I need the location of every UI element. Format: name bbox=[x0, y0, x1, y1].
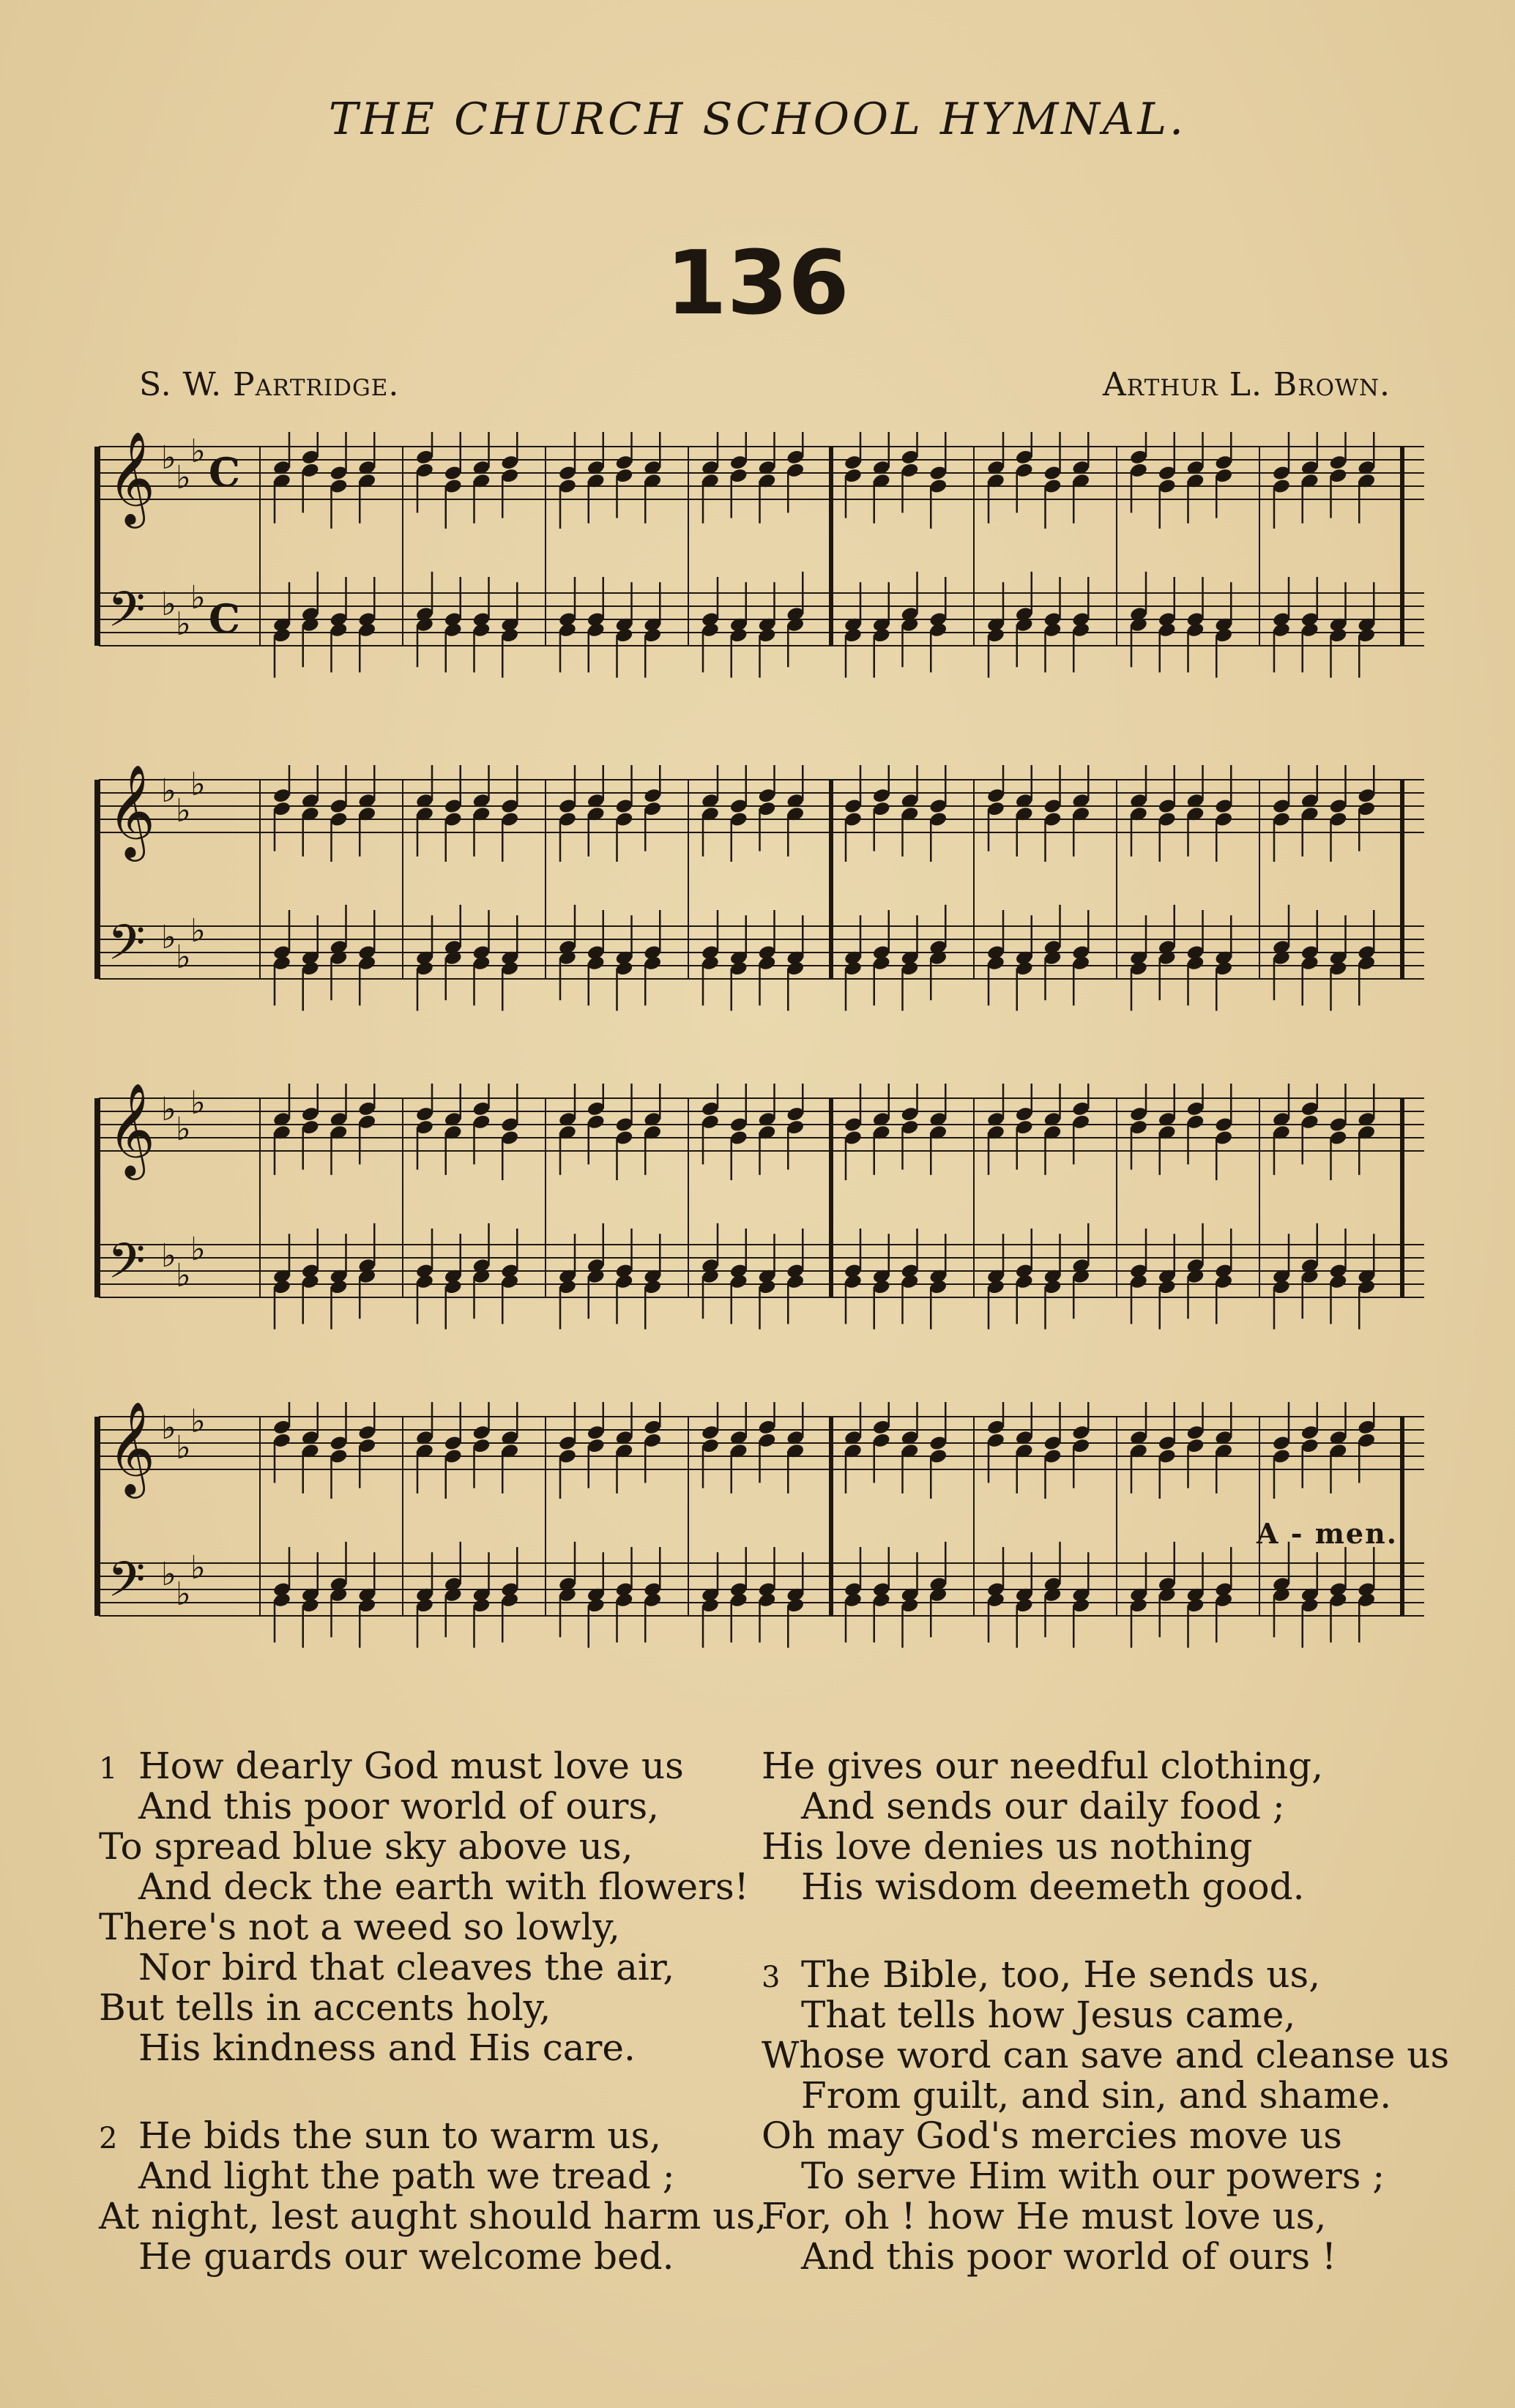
verse-line: 1 How dearly God must love us bbox=[99, 1746, 767, 1786]
treble-clef-icon: 𝄞 bbox=[108, 1084, 156, 1176]
flat-icon: ♭ bbox=[161, 1091, 176, 1128]
verse-line: At night, lest aught should harm us, bbox=[99, 2195, 767, 2237]
flat-icon: ♭ bbox=[190, 1231, 206, 1268]
flat-icon: ♭ bbox=[161, 919, 176, 956]
verse-number: 3 bbox=[762, 1961, 781, 1994]
amen-lyric: A - men. bbox=[1257, 1517, 1398, 1550]
system-bracket bbox=[94, 1417, 100, 1616]
treble-clef-icon: 𝄞 bbox=[108, 432, 156, 524]
verse-line: He guards our welcome bed. bbox=[138, 2235, 674, 2278]
hymn-number: 136 bbox=[666, 233, 849, 335]
staff-svg bbox=[92, 1084, 1432, 1362]
treble-clef-icon: 𝄞 bbox=[108, 765, 156, 857]
staff-svg bbox=[92, 1402, 1432, 1680]
verse-line: But tells in accents holy, bbox=[99, 1986, 551, 2029]
treble-clef-icon: 𝄞 bbox=[108, 1402, 156, 1494]
flat-icon: ♭ bbox=[161, 586, 176, 623]
verses-right-column bbox=[762, 1746, 1449, 2277]
verse-line: His wisdom deemeth good. bbox=[801, 1865, 1305, 1908]
time-signature: C bbox=[209, 595, 240, 642]
verse-line: His kindness and His care. bbox=[138, 2027, 636, 2069]
verse-line: He gives our needful clothing, bbox=[762, 1745, 1324, 1787]
flat-icon: ♭ bbox=[176, 1576, 191, 1613]
music-system-2 bbox=[92, 765, 1432, 1043]
staff-svg bbox=[92, 765, 1432, 1043]
system-bracket bbox=[94, 1098, 100, 1297]
flat-icon: ♭ bbox=[161, 772, 176, 810]
verse-line: And sends our daily food ; bbox=[801, 1785, 1285, 1827]
flat-icon: ♭ bbox=[176, 792, 191, 830]
bass-clef-icon: 𝄢 bbox=[108, 1551, 146, 1619]
flat-icon: ♭ bbox=[161, 1237, 176, 1275]
staff-svg bbox=[92, 432, 1432, 710]
verse-line: Whose word can save and cleanse us bbox=[762, 2034, 1450, 2076]
verse-line: Nor bird that cleaves the air, bbox=[138, 1946, 675, 1988]
flat-icon: ♭ bbox=[176, 605, 191, 643]
flat-icon: ♭ bbox=[190, 433, 206, 470]
verse-line: To serve Him with our powers ; bbox=[801, 2155, 1385, 2197]
music-system-3 bbox=[92, 1084, 1432, 1362]
verse-line: To spread blue sky above us, bbox=[99, 1825, 633, 1868]
time-signature: C bbox=[209, 449, 240, 496]
bass-clef-icon: 𝄢 bbox=[108, 914, 146, 983]
verse-line: And this poor world of ours, bbox=[138, 1785, 660, 1827]
flat-icon: ♭ bbox=[190, 1403, 206, 1440]
verse-line: 3 The Bible, too, He sends us, bbox=[762, 1955, 1449, 1995]
flat-icon: ♭ bbox=[176, 459, 191, 496]
system-bracket bbox=[94, 447, 100, 646]
bass-clef-icon: 𝄢 bbox=[108, 581, 146, 649]
verse-line: Oh may God's mercies move us bbox=[762, 2114, 1342, 2157]
verse-line: His love denies us nothing bbox=[762, 1825, 1253, 1868]
verses-left-column bbox=[99, 1746, 767, 2277]
verse-line: There's not a weed so lowly, bbox=[99, 1906, 620, 1948]
flat-icon: ♭ bbox=[176, 1429, 191, 1466]
flat-icon: ♭ bbox=[190, 579, 206, 616]
running-title: THE CHURCH SCHOOL HYMNAL. bbox=[328, 94, 1187, 145]
verse-line: And this poor world of ours ! bbox=[801, 2235, 1337, 2278]
verse-line: From guilt, and sin, and shame. bbox=[801, 2074, 1392, 2117]
verse-line: And deck the earth with flowers! bbox=[138, 1865, 749, 1908]
author-credit: S. W. Partridge. bbox=[139, 366, 400, 403]
flat-icon: ♭ bbox=[190, 1084, 206, 1122]
music-system-4 bbox=[92, 1402, 1432, 1680]
flat-icon: ♭ bbox=[190, 1549, 206, 1587]
verse-line: That tells how Jesus came, bbox=[801, 1994, 1296, 2036]
flat-icon: ♭ bbox=[161, 1556, 176, 1593]
bass-clef-icon: 𝄢 bbox=[108, 1233, 146, 1301]
system-bracket bbox=[94, 780, 100, 979]
flat-icon: ♭ bbox=[176, 939, 191, 976]
music-system-1 bbox=[92, 432, 1432, 710]
flat-icon: ♭ bbox=[190, 912, 206, 950]
flat-icon: ♭ bbox=[176, 1257, 191, 1294]
verse-number: 2 bbox=[99, 2122, 118, 2155]
flat-icon: ♭ bbox=[190, 766, 206, 803]
verse-number: 1 bbox=[99, 1752, 118, 1786]
flat-icon: ♭ bbox=[161, 1409, 176, 1447]
flat-icon: ♭ bbox=[161, 439, 176, 477]
verse-line: 2 He bids the sun to warm us, bbox=[99, 2116, 767, 2156]
verse-line: And light the path we tread ; bbox=[138, 2155, 675, 2197]
flat-icon: ♭ bbox=[176, 1111, 191, 1148]
verse-line: For, oh ! how He must love us, bbox=[762, 2195, 1327, 2237]
composer-credit: Arthur L. Brown. bbox=[1103, 366, 1391, 403]
